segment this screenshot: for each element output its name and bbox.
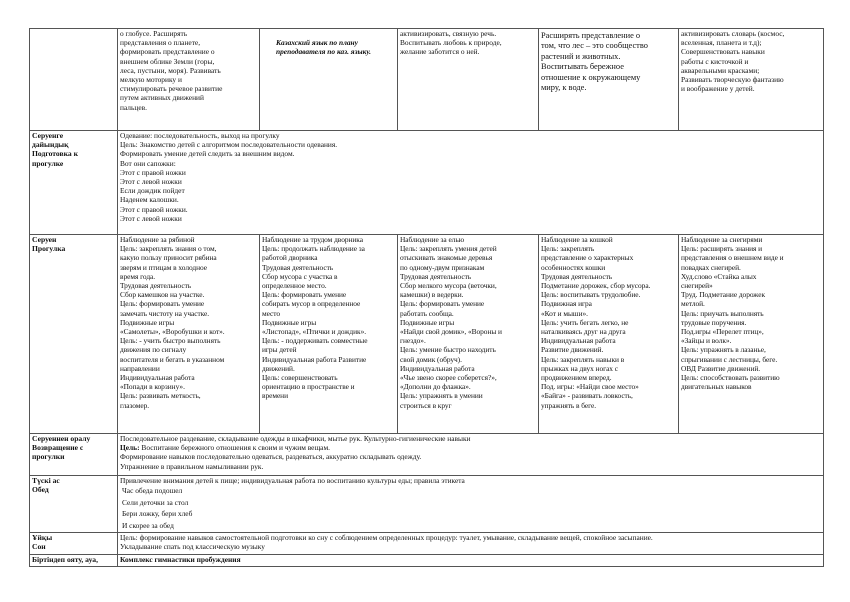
text-line: Серуенге <box>32 131 64 140</box>
text-line: Сон <box>32 542 46 552</box>
text-line: Цель: способствовать развитию <box>681 373 780 383</box>
text-line: Совершенствовать навыки <box>681 47 765 57</box>
text-line: Цель: - поддерживать совместные <box>262 336 368 346</box>
text-line: Цель: упражнять в лазанье, <box>681 345 766 355</box>
text-line: о глобусе. Расширять <box>120 29 188 38</box>
lunch-label <box>30 476 118 533</box>
text-line: ориентацию в пространстве и <box>262 382 355 392</box>
thursday-activity-cell <box>539 29 679 131</box>
text-line: представление о характерных <box>541 253 634 263</box>
text-line: Бери ложку, бери хлеб <box>122 509 193 519</box>
text-line: Цель: закреплять <box>541 244 595 254</box>
text-line: Трудовая деятельность <box>541 271 613 281</box>
text-line: зверям и птицам в холодное <box>120 262 207 272</box>
walk-row <box>30 235 824 434</box>
text-line: воспитателя и бегать в указанном <box>120 354 225 364</box>
text-line: отношение к окружающему <box>541 72 641 82</box>
text-line: И скорее за обед <box>122 520 174 530</box>
tuesday-activity-cell <box>260 29 398 131</box>
text-line: Индивидуальная работа <box>120 373 195 383</box>
return-line-4: Упражнение в правильном намыливании рук. <box>120 461 264 471</box>
text-line: строиться в круг <box>400 400 452 410</box>
text-line: Воспитывать бережное <box>541 62 624 72</box>
goal-text: Воспитание бережного отношения к своим и чужим вещам. <box>139 443 330 453</box>
text-line: леса, пустыни, моря). Развивать <box>120 65 221 75</box>
text-line: Обед <box>32 485 49 495</box>
text-line: Цель: продолжать наблюдение за <box>262 244 365 254</box>
text-line: миру, к воде. <box>541 83 587 93</box>
text-line: растений и животных. <box>541 51 621 61</box>
text-line: Прогулка <box>32 244 66 254</box>
text-line: Цель: развивать меткость, <box>120 391 201 401</box>
text-line: пальцев. <box>120 102 147 112</box>
text-line: снегирей» <box>681 281 713 291</box>
wednesday-activity-cell <box>398 29 539 131</box>
text-line: работой дворника <box>262 253 318 263</box>
text-line: «Чье звено скорее соберется?», <box>400 373 497 383</box>
text-line: наталкиваясь друг на друга <box>541 327 626 337</box>
text-line: Час обеда подошел <box>122 486 183 496</box>
text-line: дайындық <box>32 140 69 150</box>
text-line: Возвращение с <box>32 443 84 453</box>
walk-friday-cell <box>679 235 824 434</box>
lunch-content <box>118 476 824 533</box>
lunch-line-1: Привлечение внимания детей к пище; индивидуальная работа по воспитанию культуры еды; правила этикета <box>120 476 465 485</box>
walk-wednesday-cell <box>398 235 539 434</box>
text-line: свой домик (обруч). <box>400 354 462 364</box>
text-line: Расширять представление о <box>541 31 641 40</box>
text-line: Этот с правой ножки <box>120 167 186 177</box>
text-line: работать сообща. <box>400 308 454 318</box>
text-line: Индивидуальная работа <box>541 336 616 346</box>
text-line: активизировать, связную речь. <box>400 29 497 38</box>
friday-activity-cell <box>679 29 824 131</box>
text-line: прыжках на двух ногах с <box>541 363 618 373</box>
text-line: Цель: формировать умение <box>120 299 205 309</box>
text-line: Наблюдение за трудом дворника <box>262 235 363 244</box>
text-line: Если дождик пойдет <box>120 186 185 196</box>
walk-tuesday-cell <box>260 235 398 434</box>
text-line: спрыгивании с лестницы, беге. <box>681 354 778 364</box>
return-from-walk-label <box>30 434 118 476</box>
return-from-walk-row <box>30 434 824 476</box>
text-line: и воображение у детей. <box>681 84 755 94</box>
text-line: Цель: Знакомство детей с алгоритмом последовательности одевания. <box>120 140 338 150</box>
text-line: Под.игры «Перелет птиц», <box>681 327 764 337</box>
lunch-poem <box>120 485 821 531</box>
text-line: Подвижные игры <box>400 317 455 327</box>
walk-preparation-label <box>30 131 118 235</box>
text-line: представления о планете, <box>120 38 201 48</box>
walk-preparation-row <box>30 131 824 235</box>
text-line: глазомер. <box>120 400 150 410</box>
text-line: Казахский язык по плану <box>276 38 358 47</box>
nap-line-1: Цель: формирование навыков самостоятельной подготовки ко сну с соблюдением определенных процедур: туалет, умывание, складывание вещей, спокойное засыпание. <box>120 533 653 542</box>
text-line: путем активных движений <box>120 93 204 103</box>
text-line: том, что лес – это сообщество <box>541 41 648 51</box>
text-line: упражнять в беге. <box>541 400 597 410</box>
text-line: «Листопад», «Птички и дождик». <box>262 327 367 337</box>
text-line: Под. игры: «Найди свое место» <box>541 382 639 392</box>
text-line: Цель: умение быстро находить <box>400 345 496 355</box>
return-line-1: Последовательное раздевание, складывание одежды в шкафчики, мытье рук. Культурно-гигиенические навыки <box>120 434 471 443</box>
text-line: «Самолеты», «Воробушки и кот». <box>120 327 225 337</box>
text-line: двигательных навыков <box>681 382 752 392</box>
return-from-walk-content <box>118 434 824 476</box>
text-line: Наденем калошки. <box>120 195 179 205</box>
text-line: Трудовая деятельность <box>262 262 334 272</box>
text-line: Развитие движений. <box>541 345 604 355</box>
text-line: движений. <box>262 363 295 373</box>
text-line: Наблюдение за рябиной <box>120 235 195 244</box>
text-line: Этот с правой ножки. <box>120 204 188 214</box>
text-line: Серуен <box>32 235 57 244</box>
text-line: формировать представление о <box>120 47 215 57</box>
text-line: гнездо». <box>400 336 426 346</box>
nap-line-2: Укладывание спать под классическую музыку <box>120 542 265 552</box>
text-line: вселенная, планета и т.д); <box>681 38 762 48</box>
lunch-row <box>30 476 824 533</box>
nap-label <box>30 533 118 555</box>
text-line: повадках снегирей. <box>681 262 741 272</box>
label-cell-empty <box>30 29 118 131</box>
nap-row <box>30 533 824 555</box>
text-line: Түскі ас <box>32 476 60 485</box>
monday-activity-cell <box>118 29 260 131</box>
text-line: продвижением вперед. <box>541 373 612 383</box>
text-line: какую пользу приносит рябина <box>120 253 217 263</box>
text-line: Подвижные игры <box>120 317 175 327</box>
text-line: Цель: закреплять знания о том, <box>120 244 217 254</box>
activities-continuation-row <box>30 29 824 131</box>
text-line: Сели деточки за стол <box>122 497 189 507</box>
text-line: Трудовая деятельность <box>400 271 472 281</box>
text-line: прогулке <box>32 158 64 168</box>
text-line: Вот они сапожки: <box>120 158 176 168</box>
text-line: ОВД Развитие движений. <box>681 363 761 373</box>
text-line: особенностях кошки <box>541 262 606 272</box>
text-line: место <box>262 308 280 318</box>
text-line: стимулировать речевое развитие <box>120 84 223 94</box>
text-line: внешнем облике Земли (горы, <box>120 56 215 66</box>
text-line: по одному-двум признакам <box>400 262 485 272</box>
text-line: Подвижная игра <box>541 299 592 309</box>
text-line: Цель: закреплять умения детей <box>400 244 497 254</box>
text-line: Цель: формировать умение <box>262 290 347 300</box>
text-line: Цель: совершенствовать <box>262 373 338 383</box>
text-line: работы с кисточкой и <box>681 56 749 66</box>
text-line: движения по сигналу <box>120 345 187 355</box>
return-line-3: Формирование навыков последовательно одеваться, раздеваться, аккуратно складывать одежду. <box>120 452 422 462</box>
text-line: Цель: учить бегать легко, не <box>541 317 629 327</box>
text-line: активизировать словарь (космос, <box>681 29 785 38</box>
walk-thursday-cell <box>539 235 679 434</box>
text-line: «Байга» - развивать ловкость, <box>541 391 633 401</box>
nap-content <box>118 533 824 555</box>
text-line: Цель: воспитывать трудолюбие. <box>541 290 641 300</box>
text-line: Воспитывать любовь к природе, <box>400 38 502 48</box>
text-line: «Найди свой домик», «Вороны и <box>400 327 502 337</box>
text-line: Подметание дорожек, сбор мусора. <box>541 281 651 291</box>
text-line: Цель: расширять знания и <box>681 244 763 254</box>
text-line: «Кот и мыши». <box>541 308 588 318</box>
text-line: замечать чистоту на участке. <box>120 308 210 318</box>
text-line: время года. <box>120 271 156 281</box>
return-line-2 <box>120 443 821 452</box>
walk-monday-cell <box>118 235 260 434</box>
text-line: Подвижные игры <box>262 317 317 327</box>
text-line: акварельными красками; <box>681 65 760 75</box>
text-line: Трудовая деятельность <box>120 281 192 291</box>
text-line: Цель: формировать умение <box>400 299 485 309</box>
text-line: мелкую моторику и <box>120 75 182 85</box>
text-line: Цель: упражнять в умении <box>400 391 483 401</box>
text-line: желание заботится о ней. <box>400 47 480 57</box>
text-line: Формировать умение детей следить за внешним видом. <box>120 149 295 159</box>
walk-label <box>30 235 118 434</box>
text-line: Наблюдение за снегирями <box>681 235 763 244</box>
wakeup-row <box>30 555 824 567</box>
goal-prefix: Цель: <box>120 443 140 453</box>
walk-preparation-content <box>118 131 824 235</box>
text-line: определенное место. <box>262 281 327 291</box>
text-line: времени <box>262 391 288 401</box>
text-line: камешки) в ведерки. <box>400 290 464 300</box>
text-line: Худ.слово «Стайка алых <box>681 271 757 281</box>
text-line: трудовые поручения. <box>681 317 747 327</box>
text-line: Наблюдение за кошкой <box>541 235 613 244</box>
text-line: Сбор мелкого мусора (веточки, <box>400 281 497 291</box>
text-line: «Дополни до флажка». <box>400 382 471 392</box>
text-line: игры детей <box>262 345 297 355</box>
schedule-page <box>29 28 823 567</box>
text-line: метлой. <box>681 299 705 309</box>
text-line: отыскивать знакомые деревья <box>400 253 493 263</box>
text-line: Сбор камешков на участке. <box>120 290 205 300</box>
text-line: прогулки <box>32 452 65 462</box>
daily-schedule-table <box>29 28 824 567</box>
text-line: Одевание: последовательность, выход на прогулку <box>120 131 280 140</box>
text-line: «Попади в корзину». <box>120 382 185 392</box>
text-line: Труд. Подметание дорожек <box>681 290 766 300</box>
text-line: Наблюдение за елью <box>400 235 465 244</box>
text-line: Цель: закреплять навыки в <box>541 354 625 364</box>
text-line: Цель: приучать выполнять <box>681 308 764 318</box>
wakeup-label: Біртіндеп ояту, ауа, <box>30 555 118 567</box>
text-line: Ұйқы <box>32 533 53 542</box>
text-line: собирать мусор в определенное <box>262 299 361 309</box>
text-line: Цель: - учить быстро выполнять <box>120 336 221 346</box>
text-line: «Зайцы и волк». <box>681 336 732 346</box>
text-line: Развивать творческую фантазию <box>681 75 784 85</box>
text-line: Индивидуальная работа <box>400 363 475 373</box>
text-line: Серуеннен оралу <box>32 434 91 443</box>
text-line: Подготовка к <box>32 149 78 159</box>
text-line: Этот с левой ножки <box>120 177 182 187</box>
text-line: представления о внешнем виде и <box>681 253 784 263</box>
text-line: Индивидуальная работа Развитие <box>262 354 367 364</box>
wakeup-content: Комплекс гимнастики пробуждения <box>118 555 824 567</box>
text-line: Сбор мусора с участка в <box>262 271 338 281</box>
text-line: Этот с левой ножки <box>120 213 182 223</box>
text-line: направлении <box>120 363 160 373</box>
text-line: преподавателя по каз. языку. <box>276 47 372 57</box>
